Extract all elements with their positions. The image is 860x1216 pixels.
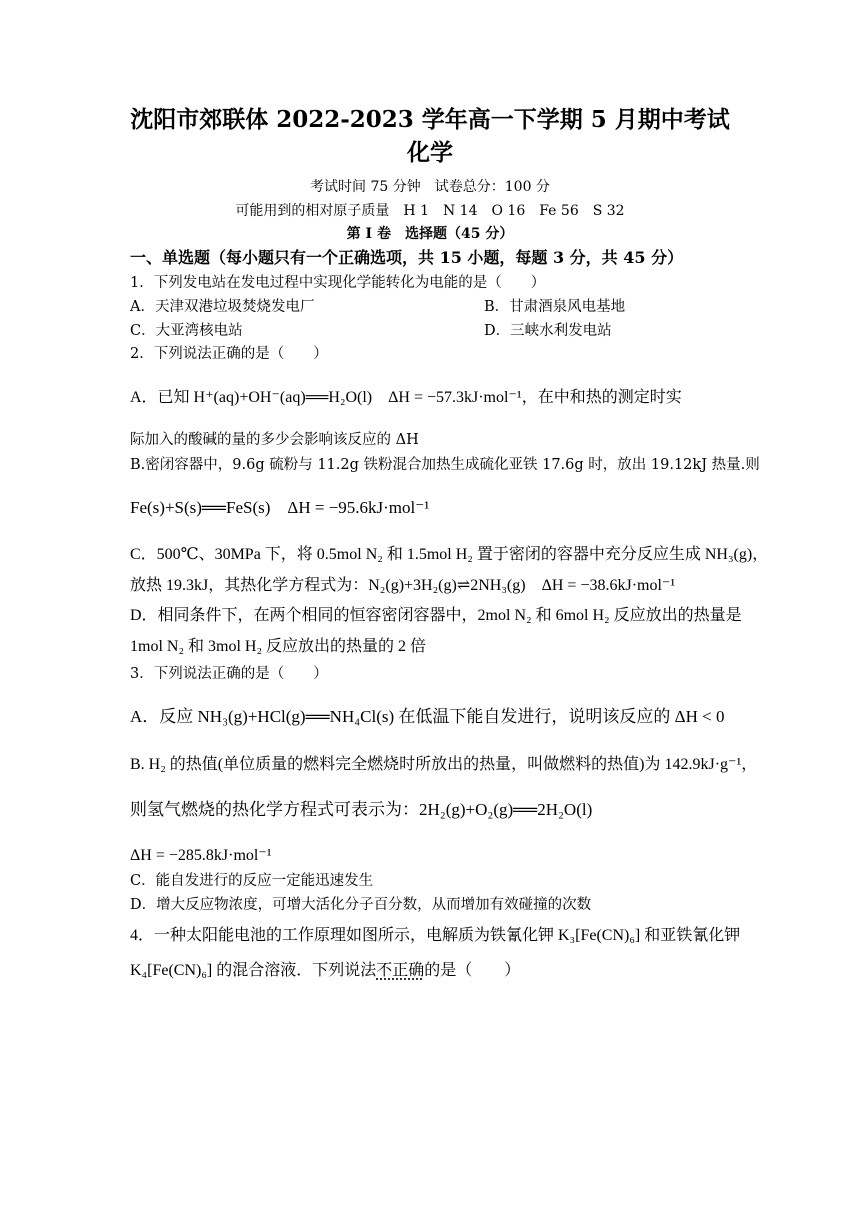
q2-option-c-line2: 放热 19.3kJ，其热化学方程式为：N₂(g)+3H₂(g)⇌2NH₃(g) ΔH = −38.6kJ·mol⁻¹ [130,577,676,594]
q4-stem-part1: K₄[Fe(CN)₆] 的混合溶液．下列说法 [130,962,377,979]
part-heading: 第 I 卷 选择题（45 分） [346,226,514,242]
q3-option-b-line1: B. H₂ 的热值(单位质量的燃料完全燃烧时所放出的热量，叫做燃料的热值)为 142.9kJ·g⁻¹， [130,756,758,773]
q4-emphasis-not-correct: 不正确 [376,962,425,979]
q3-option-d: D．增大反应物浓度，可增大活化分子百分数，从而增加有效碰撞的次数 [130,897,592,913]
q2-option-d-line1: D．相同条件下，在两个相同的恒容密闭容器中，2mol N₂ 和 6mol H₂ 反应放出的热量是 [130,607,742,624]
q1-option-c: C．大亚湾核电站 [130,323,243,339]
q1-option-d: D．三峡水利发电站 [484,323,612,339]
section-heading: 一、单选题（每小题只有一个正确选项，共 15 小题，每题 3 分，共 45 分） [130,248,684,267]
q4-stem-line1: 4．一种太阳能电池的工作原理如图所示，电解质为铁氰化钾 K₃[Fe(CN)₆] 和亚铁氰化钾 [130,927,741,944]
q2-stem: 2．下列说法正确的是（ ） [130,346,328,362]
subject-title: 化学 [407,139,453,166]
q3-option-c: C．能自发进行的反应一定能迅速发生 [130,873,374,889]
q2-option-b-line1: B.密闭容器中，9.6g 硫粉与 11.2g 铁粉混合加热生成硫化亚铁 17.6g 时，放出 19.12kJ 热量.则 [130,457,760,473]
exam-title: 沈阳市郊联体 2022-2023 学年高一下学期 5 月期中考试 [130,106,730,133]
atomic-masses: 可能用到的相对原子质量 H 1 N 14 O 16 Fe 56 S 32 [235,203,625,219]
q4-stem-part2: 的是（ ） [424,962,521,979]
q3-option-b-line3: ΔH = −285.8kJ·mol⁻¹ [130,847,272,864]
exam-info: 考试时间 75 分钟 试卷总分：100 分 [310,179,550,195]
q2-option-b-line2: Fe(s)+S(s)══FeS(s) ΔH = −95.6kJ·mol⁻¹ [130,498,430,517]
q1-option-b: B．甘肃酒泉风电基地 [484,299,626,315]
q2-option-a-line1: A．已知 H⁺(aq)+OH⁻(aq)══H₂O(l) ΔH = −57.3kJ·mol⁻¹，在中和热的测定时实 [130,389,682,406]
q2-option-d-line2: 1mol N₂ 和 3mol H₂ 反应放出的热量的 2 倍 [130,638,427,655]
q3-option-b-line2: 则氢气燃烧的热化学方程式可表示为：2H₂(g)+O₂(g)══2H₂O(l) [130,800,593,819]
q2-option-c-line1: C．500℃、30MPa 下，将 0.5mol N₂ 和 1.5mol H₂ 置于密闭的容器中充分反应生成 NH₃(g)， [130,546,769,563]
q3-stem: 3．下列说法正确的是（ ） [130,666,328,682]
q3-option-a: A．反应 NH₃(g)+HCl(g)══NH₄Cl(s) 在低温下能自发进行，说明该反应的 ΔH < 0 [130,707,725,726]
q4-stem-line2 [130,961,520,981]
q1-option-a: A．天津双港垃圾焚烧发电厂 [130,299,315,315]
q2-option-a-line2: 际加入的酸碱的量的多少会影响该反应的 ΔH [130,432,419,448]
q1-stem: 1．下列发电站在发电过程中实现化学能转化为电能的是（ ） [130,275,546,291]
